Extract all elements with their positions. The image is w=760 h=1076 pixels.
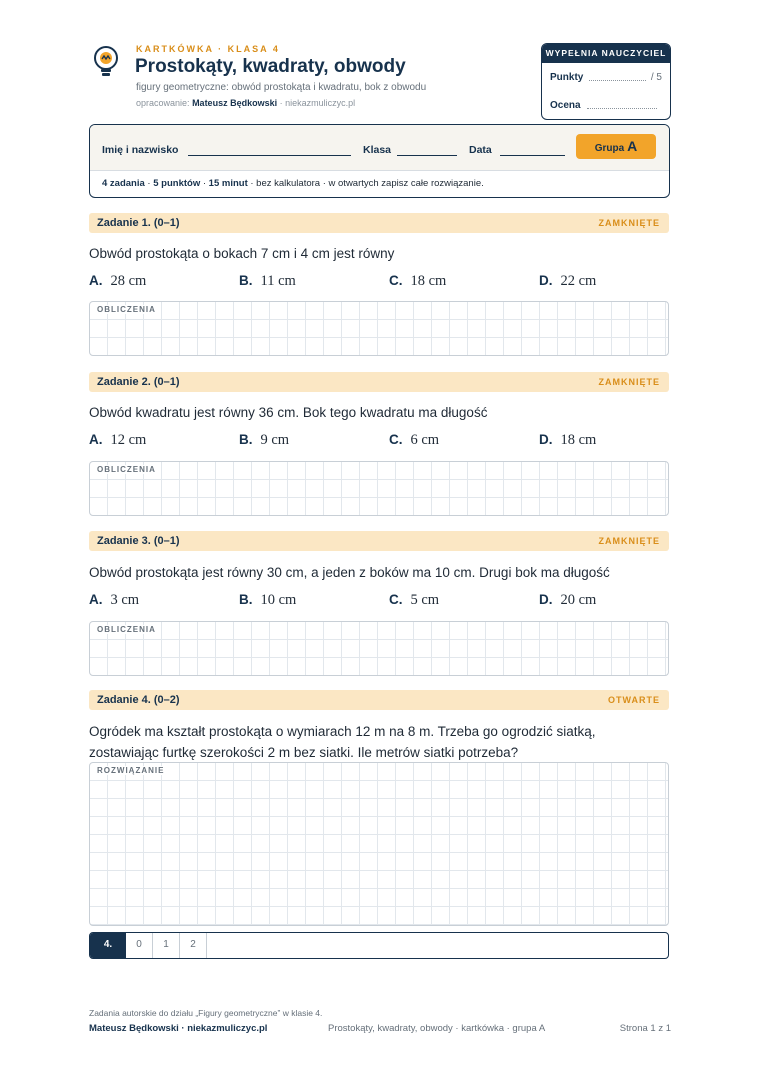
name-label: Imię i nazwisko (102, 144, 179, 156)
task-3-answer-b[interactable] (239, 592, 296, 609)
answer-value: 18 cm (410, 273, 447, 289)
task-1-question: Obwód prostokąta o bokach 7 cm i 4 cm jest równy (89, 246, 395, 261)
info-rest: · bez kalkulatora · w otwartych zapisz całe rozwiązanie. (250, 178, 484, 189)
name-field[interactable] (188, 155, 351, 156)
score-task-number: 4. (90, 933, 126, 958)
author-site: · niekazmuliczyc.pl (279, 98, 356, 108)
footer-author: Mateusz Będkowski · niekazmuliczyc.pl (89, 1023, 268, 1034)
answer-letter: C. (389, 273, 403, 288)
task-1-answer-b[interactable] (239, 273, 296, 290)
info-tasks: 4 zadania (102, 178, 145, 189)
points-row (550, 72, 662, 83)
group-letter: A (627, 138, 638, 154)
task-1-answer-c[interactable] (389, 273, 446, 290)
answer-letter: C. (389, 432, 403, 447)
points-field[interactable] (589, 80, 646, 81)
author-line (136, 98, 355, 108)
student-box (89, 124, 670, 198)
grade-row (550, 100, 662, 111)
task-2-answer-c[interactable] (389, 432, 439, 449)
task-2-answer-a[interactable] (89, 432, 146, 449)
answer-letter: A. (89, 432, 103, 447)
answer-value: 12 cm (110, 432, 147, 448)
answer-letter: D. (539, 273, 553, 288)
score-option-0[interactable]: 0 (126, 933, 153, 958)
task-3-question: Obwód prostokąta jest równy 30 cm, a jeden z boków ma 10 cm. Drugi bok ma długość (89, 565, 610, 580)
answer-letter: D. (539, 592, 553, 607)
solution-area-label: ROZWIĄZANIE (97, 766, 165, 775)
task-2-title: Zadanie 2. (0–1) (97, 376, 180, 388)
date-label: Data (469, 144, 492, 156)
task-2-header (89, 372, 669, 392)
task-4-question-line-2: zostawiając furtkę szerokości 2 m bez siatki. Ile metrów siatki potrzeba? (89, 745, 519, 760)
answer-letter: B. (239, 432, 253, 447)
date-field[interactable] (500, 155, 565, 156)
task-3-type: ZAMKNIĘTE (598, 536, 660, 546)
score-option-2[interactable]: 2 (180, 933, 207, 958)
task-2-question: Obwód kwadratu jest równy 36 cm. Bok tego kwadratu ma długość (89, 405, 488, 420)
points-label: Punkty (550, 72, 584, 83)
work-area-label: OBLICZENIA (97, 305, 156, 314)
lightbulb-icon (90, 45, 122, 79)
task-1-answer-a[interactable] (89, 273, 146, 290)
author-prefix: opracowanie: (136, 98, 190, 108)
task-1-header (89, 213, 669, 233)
task-3-header (89, 531, 669, 551)
answer-value: 6 cm (410, 432, 440, 448)
work-area-label: OBLICZENIA (97, 625, 156, 634)
task-3-work-area[interactable] (89, 621, 669, 676)
task-1-type: ZAMKNIĘTE (598, 218, 660, 228)
author-name: Mateusz Będkowski (192, 98, 278, 108)
task-2-answer-d[interactable] (539, 432, 596, 449)
task-3-answer-a[interactable] (89, 592, 139, 609)
work-area-label: OBLICZENIA (97, 465, 156, 474)
grade-label: Ocena (550, 100, 581, 111)
answer-letter: C. (389, 592, 403, 607)
task-4-solution-area[interactable] (89, 762, 669, 926)
group-badge (576, 134, 656, 159)
teacher-box (541, 43, 671, 120)
answer-value: 9 cm (260, 432, 290, 448)
task-2-answer-b[interactable] (239, 432, 289, 449)
answer-letter: B. (239, 592, 253, 607)
answer-letter: A. (89, 592, 103, 607)
task-4-title: Zadanie 4. (0–2) (97, 694, 180, 706)
class-field[interactable] (397, 155, 457, 156)
score-option-1[interactable]: 1 (153, 933, 180, 958)
task-3-answer-c[interactable] (389, 592, 439, 609)
task-4-score-strip (89, 932, 669, 959)
task-4-header (89, 690, 669, 710)
answer-value: 18 cm (560, 432, 597, 448)
teacher-box-heading: WYPEŁNIA NAUCZYCIEL (542, 44, 670, 63)
student-fields (90, 125, 669, 171)
page-subtitle: figury geometryczne: obwód prostokąta i kwadratu, bok z obwodu (136, 82, 427, 93)
answer-value: 22 cm (560, 273, 597, 289)
answer-value: 5 cm (410, 592, 440, 608)
footer-page-number: Strona 1 z 1 (619, 1023, 671, 1034)
class-label: Klasa (363, 144, 392, 156)
answer-letter: B. (239, 273, 253, 288)
answer-value: 11 cm (260, 273, 296, 289)
answer-letter: D. (539, 432, 553, 447)
task-2-type: ZAMKNIĘTE (598, 377, 660, 387)
grade-field[interactable] (587, 108, 657, 109)
task-1-work-area[interactable] (89, 301, 669, 356)
answer-letter: A. (89, 273, 103, 288)
group-label: Grupa (594, 143, 625, 154)
answer-value: 28 cm (110, 273, 147, 289)
answer-value: 20 cm (560, 592, 597, 608)
task-4-question-line-1: Ogródek ma kształt prostokąta o wymiarach 12 m na 8 m. Trzeba go ogrodzić siatką, (89, 724, 596, 739)
worksheet-info: 4 zadania · 5 punktów · 15 minut · bez kalkulatora · w otwartych zapisz całe rozwiązanie. (102, 178, 484, 189)
footer-note: Zadania autorskie do działu „Figury geometryczne” w klasie 4. (89, 1008, 323, 1018)
answer-value: 10 cm (260, 592, 297, 608)
task-3-title: Zadanie 3. (0–1) (97, 535, 180, 547)
footer-title: Prostokąty, kwadraty, obwody · kartkówka · grupa A (328, 1023, 546, 1034)
task-1-title: Zadanie 1. (0–1) (97, 217, 180, 229)
task-2-work-area[interactable] (89, 461, 669, 516)
task-3-answer-d[interactable] (539, 592, 596, 609)
task-1-answer-d[interactable] (539, 273, 596, 290)
info-time: 15 minut (208, 178, 248, 189)
worksheet-kicker: KARTKÓWKA · KLASA 4 (136, 44, 280, 54)
task-4-type: OTWARTE (608, 695, 660, 705)
info-points: 5 punktów (153, 178, 201, 189)
answer-value: 3 cm (110, 592, 140, 608)
points-max: / 5 (650, 72, 662, 83)
page-title: Prostokąty, kwadraty, obwody (135, 56, 406, 77)
